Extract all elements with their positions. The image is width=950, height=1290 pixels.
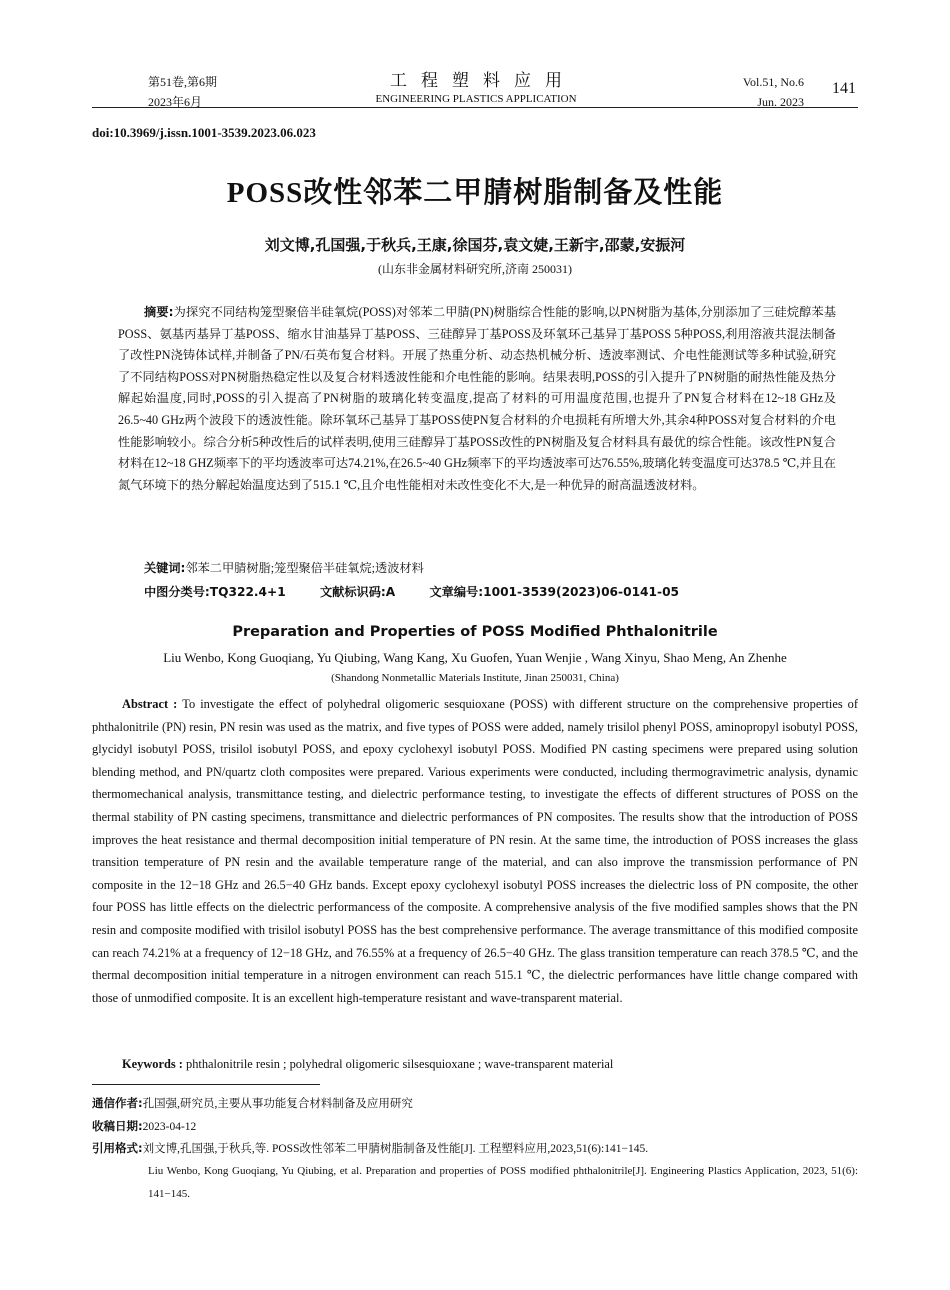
abstract-en [92, 693, 858, 1009]
footnote-citation-en: Liu Wenbo, Kong Guoqiang, Yu Qiubing, et al. Preparation and properties of POSS modified phthalonitrile[J]. Engineering Plastics Application, 2023, 51(6): 141−145. [148, 1165, 858, 1200]
footnote-citation-label: 引用格式: [92, 1141, 143, 1155]
header-journal [300, 70, 652, 106]
page-title-en: Preparation and Properties of POSS Modified Phthalonitrile [232, 624, 718, 640]
header-vol-en: Vol.51, No.6 [742, 75, 804, 89]
header-divider [92, 107, 858, 108]
clc-number: 中图分类号:TQ322.4+1 [144, 585, 286, 599]
header-date-en: Jun. 2023 [757, 95, 804, 109]
page-title-cn: POSS改性邻苯二甲腈树脂制备及性能 [226, 177, 724, 209]
affiliation-cn: (山东非金属材料研究所,济南 250031) [378, 262, 572, 276]
footnote-divider [92, 1084, 320, 1085]
footnote-corresponding [92, 1094, 858, 1113]
keywords-cn [144, 558, 836, 578]
footnote-received [92, 1117, 858, 1136]
footnote-citation [92, 1139, 858, 1158]
keywords-en-label: Keywords : [122, 1057, 187, 1071]
article-number: 文章编号:1001-3539(2023)06-0141-05 [429, 585, 680, 599]
classification-line [144, 583, 836, 600]
footnote-corresponding-label: 通信作者: [92, 1096, 143, 1110]
journal-name-cn: 工程塑料应用 [390, 71, 576, 90]
footnote-received-label: 收稿日期: [92, 1119, 143, 1133]
journal-name-en: ENGINEERING PLASTICS APPLICATION [375, 93, 577, 105]
abstract-cn-text: 为探究不同结构笼型聚倍半硅氧烷(POSS)对邻苯二甲腈(PN)树脂综合性能的影响,以PN树脂为基体,分别添加了三硅烷醇苯基POSS、氨基丙基异丁基POSS、缩水甘油基异丁基POSS、三硅醇异丁基POSS及环氧环己基异丁基POSS 5种POSS,利用溶液共混法制备了改性PN浇铸体试样,并制备了PN/石英布复合材料。开展了热重分析、动态热机械分析、透波率测试、介电性能测试等多种试验,研究了不同结构POSS对PN树脂热稳定性以及复合材料透波性能和介电性能的影响。结果表明,POSS的引入提升了PN树脂的耐热性能及热分解起始温度,同时,POSS的引入提高了PN树脂的玻璃化转变温度,提高了材料的可用温度范围,也提升了PN复合材料在12~18 GHz及26.5~40 GHz两个波段下的透波性能。除环氧环己基异丁基POSS使PN复合材料的介电损耗有所增大外,其余4种POSS对复合材料的介电性能影响较小。综合分析5种改性后的试样表明,使用三硅醇异丁基POSS改性的PN树脂及复合材料具有最优的综合性能。该改性PN复合材料在12~18 GHZ频率下的平均透波率可达74.21%,在26.5~40 GHz频率下的平均透波率可达76.55%,玻璃化转变温度可达378.5 ℃,并且在氮气环境下的热分解起始温度达到了515.1 ℃,且介电性能相对未改性变化不大,是一种优异的耐高温透波材料。 [118, 305, 837, 492]
header-vol-cn: 第51卷,第6期 [148, 75, 218, 89]
header-date-cn: 2023年6月 [148, 95, 203, 109]
footnote-citation-cn: 刘文博,孔国强,于秋兵,等. POSS改性邻苯二甲腈树脂制备及性能[J]. 工程塑料应用,2023,51(6):141−145. [142, 1143, 649, 1155]
header-volume-en [743, 72, 804, 112]
page-number: 141 [832, 80, 856, 97]
authors-en: Liu Wenbo, Kong Guoqiang, Yu Qiubing, Wang Kang, Xu Guofen, Yuan Wenjie , Wang Xinyu, Shao Meng, An Zhenhe [163, 650, 787, 665]
keywords-en-text: phthalonitrile resin ; polyhedral oligomeric silsesquioxane ; wave-transparent material [186, 1057, 614, 1071]
footnote-received-text: 2023-04-12 [142, 1121, 197, 1133]
abstract-en-label: Abstract : [122, 697, 183, 711]
authors-cn: 刘文博,孔国强,于秋兵,王康,徐国芬,袁文婕,王新宇,邵蒙,安振河 [264, 236, 686, 254]
header-volume-cn [148, 72, 217, 112]
abstract-en-text: To investigate the effect of polyhedral oligomeric sesquioxane (POSS) with different structure on the comprehensive properties of phthalonitrile (PN) resin, PN resin was used as the matrix, and five types of POSS were added, namely trisilol phenyl POSS, aminopropyl isobutyl POSS, glycidyl isobutyl POSS, trisilol isobutyl POSS, and epoxy cyclohexyl isobutyl POSS. Modified PN casting specimens were prepared using solution blending method, and PN/quartz cloth composites were prepared. Various experiments were conducted, including thermogravimetric analysis, dynamic thermomechanical analysis, transmittance testing, and dielectric performance testing, to investigate the effects of different structures of POSS on the thermal stability of PN casting specimens, transmittance and dielectric performances of PN composites. The results show that the introduction of POSS improves the heat resistance and thermal decomposition initial temperature of PN resin. At the same time, the introduction of POSS increases the glass transition temperature of PN resin and the available temperature range of the material, and can also improve the transmission performance of PN composite in the 12−18 GHz and 26.5−40 GHz bands. Except epoxy cyclohexyl isobutyl POSS increases the dielectric loss of PN composite, the other four POSS has little effects on the dielectric performancess of the composite. A comprehensive analysis of the five modified samples shows that the PN resin and composite modified with trisilol isobutyl POSS has the best comprehensive performance. The average transmittance of this modified composite can reach 74.21% at a frequency of 12−18 GHz, and 76.55% at a frequency of 26.5−40 GHz. The glass transition temperature can reach 378.5 ℃, and the thermal decomposition initial temperature in a nitrogen environment can reach 515.1 ℃, the dielectric performances have little change compared with those of unmodified composite. It is an excellent high-temperature resistant and wave-transparent material. [92, 697, 858, 1005]
keywords-cn-text: 邻苯二甲腈树脂;笼型聚倍半硅氧烷;透波材料 [185, 561, 424, 575]
footnote-corresponding-text: 孔国强,研究员,主要从事功能复合材料制备及应用研究 [142, 1098, 413, 1110]
keywords-en [122, 1054, 858, 1074]
keywords-cn-label: 关键词: [144, 561, 186, 575]
abstract-cn [118, 302, 836, 496]
affiliation-en: (Shandong Nonmetallic Materials Institute, Jinan 250031, China) [331, 672, 619, 684]
doi: doi:10.3969/j.issn.1001-3539.2023.06.023 [92, 125, 316, 140]
document-code: 文献标识码:A [319, 585, 396, 599]
abstract-cn-label: 摘要: [144, 305, 174, 319]
